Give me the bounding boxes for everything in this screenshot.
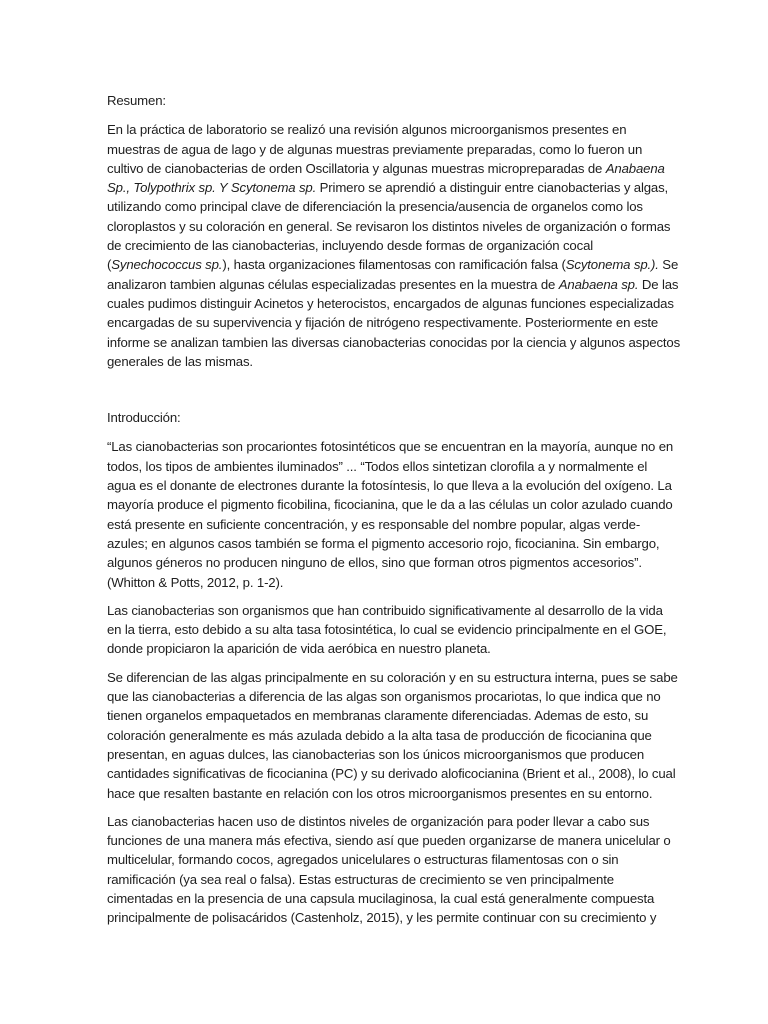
italic-term: Anabaena [605, 160, 665, 176]
text-line: (Whitton & Potts, 2012, p. 1-2). [107, 574, 284, 590]
text-line: Se diferencian de las algas principalmente en su coloración y en su estructura interna, pues se sabe [107, 669, 678, 685]
resumen-paragraph [107, 120, 681, 371]
text-line: presentan, en aguas dulces, las cianobacterias son los únicos microorganismos que producen [107, 746, 645, 762]
text-line: Las cianobacterias son organismos que han contribuido significativamente al desarrollo de la vida [107, 602, 663, 618]
text-line: ramificación (ya sea real o falsa). Estas estructuras de crecimiento se ven principalmente [107, 871, 614, 887]
text-line: en la tierra, esto debido a su alta tasa fotosintética, lo cual se evidencio principalmente en el GOE, [107, 622, 667, 638]
italic-term: Anabaena sp. [558, 276, 639, 292]
text-line: de crecimiento de las cianobacterias, incluyendo desde formas de organización cocal [107, 238, 594, 254]
text-line [107, 159, 665, 178]
text-line: mayoría produce el pigmento ficobilina, ficocianina, que le da a las células un color azulado cuando [107, 497, 673, 513]
introduccion-heading: Introducción: [107, 410, 181, 426]
text-line: encargadas de su supervivencia y fijación de nitrógeno respectivamente. Posteriormente en este [107, 315, 659, 331]
text-line [107, 255, 679, 274]
text-line: cantidades significativas de ficocianina (PC) y su derivado aloficocianina (Brient et al., 2008), lo cual [107, 766, 676, 782]
text-line: Las cianobacterias hacen uso de distintos niveles de organización para poder llevar a cabo sus [107, 813, 650, 829]
section-spacer [107, 380, 662, 408]
introduccion-body [107, 437, 678, 927]
text-line: cuales pudimos distinguir Acinetos y heterocistos, encargados de algunas funciones especializadas [107, 295, 674, 311]
text-line: generales de las mismas. [107, 353, 253, 369]
text-segment: analizaron tambien algunas células especializadas presentes en la muestra de [107, 276, 559, 292]
italic-term: Sp., Tolypothrix sp. Y Scytonema sp. [107, 180, 317, 196]
text-line: hace que resalten bastante en relación con los otros microorganismos presentes en su entorno. [107, 785, 653, 801]
introduccion-paragraph [107, 812, 671, 928]
italic-term: Synechococcus sp. [111, 257, 223, 273]
introduccion-paragraph [107, 668, 678, 803]
text-line: coloración generalmente es más azulada debido a la alta tasa de producción de ficocianina que [107, 727, 652, 743]
text-segment: De las [638, 276, 679, 292]
text-segment: ), hasta organizaciones filamentosas con ramificación falsa ( [222, 257, 566, 273]
text-line: principalmente de polisacáridos (Castenholz, 2015), y les permite continuar con su crecimiento y [107, 910, 657, 926]
text-line: utilizando como principal clave de diferenciación la presencia/ausencia de organelos como los [107, 199, 643, 215]
text-line: está presente en suficiente concentración, y es responsable del nombre popular, algas verde- [107, 516, 641, 532]
text-line: “Las cianobacterias son procariontes fotosintéticos que se encuentran en la mayoría, aunque no en [107, 439, 674, 455]
italic-term: Scytonema sp.). [565, 257, 659, 273]
text-line: azules; en algunos casos también se forma el pigmento accesorio rojo, ficocianina. Sin embargo, [107, 535, 660, 551]
text-line: En la práctica de laboratorio se realizó una revisión algunos microorganismos presentes en [107, 122, 627, 138]
text-line: funciones de una manera más efectiva, siendo así que pueden organizarse de manera unicelular o [107, 833, 671, 849]
text-line: todos, los tipos de ambientes iluminados” ... “Todos ellos sintetizan clorofila a y normalmente el [107, 458, 648, 474]
document-body [107, 91, 681, 937]
text-line: multicelular, formando cocos, agregados unicelulares o estructuras filamentosas con o sin [107, 852, 619, 868]
text-segment: ( [107, 257, 112, 273]
text-segment: Primero se aprendió a distinguir entre cianobacterias y algas, [316, 180, 669, 196]
text-line: agua es el donante de electrones durante la fotosíntesis, lo que lleva a la evolución del oxígeno. La [107, 478, 672, 494]
text-line: muestras de agua de lago y de algunas muestras previamente preparadas, como lo fueron un [107, 141, 643, 157]
text-line: donde propiciaron la aparición de vida aeróbica en nuestro planeta. [107, 641, 491, 657]
text-line [107, 275, 679, 294]
text-line [107, 178, 669, 197]
resumen-heading: Resumen: [107, 93, 166, 108]
introduccion-paragraph [107, 437, 674, 591]
text-line: informe se analizan tambien las diversas cianobacterias conocidas por la ciencia y algunos aspectos [107, 334, 681, 350]
text-segment: Se [658, 257, 679, 273]
text-line: cloroplastos y su coloración en general. Se revisaron los distintos niveles de organización o formas [107, 218, 671, 234]
introduccion-paragraph [107, 601, 667, 659]
text-line: cimentadas en la presencia de una capsula mucilaginosa, la cual está generalmente compuesta [107, 890, 655, 906]
text-line: que las cianobacterias a diferencia de las algas son organismos procariotas, lo que indica que no [107, 689, 661, 705]
text-line: tienen organelos empaquetados en membranas claramente diferenciadas. Ademas de esto, su [107, 708, 649, 724]
text-line: algunos géneros no producen ninguno de ellos, sino que forman otros pigmentos accesorios”. [107, 555, 642, 571]
text-segment: cultivo de cianobacterias de orden Oscillatoria y algunas muestras micropreparadas de [107, 160, 606, 176]
